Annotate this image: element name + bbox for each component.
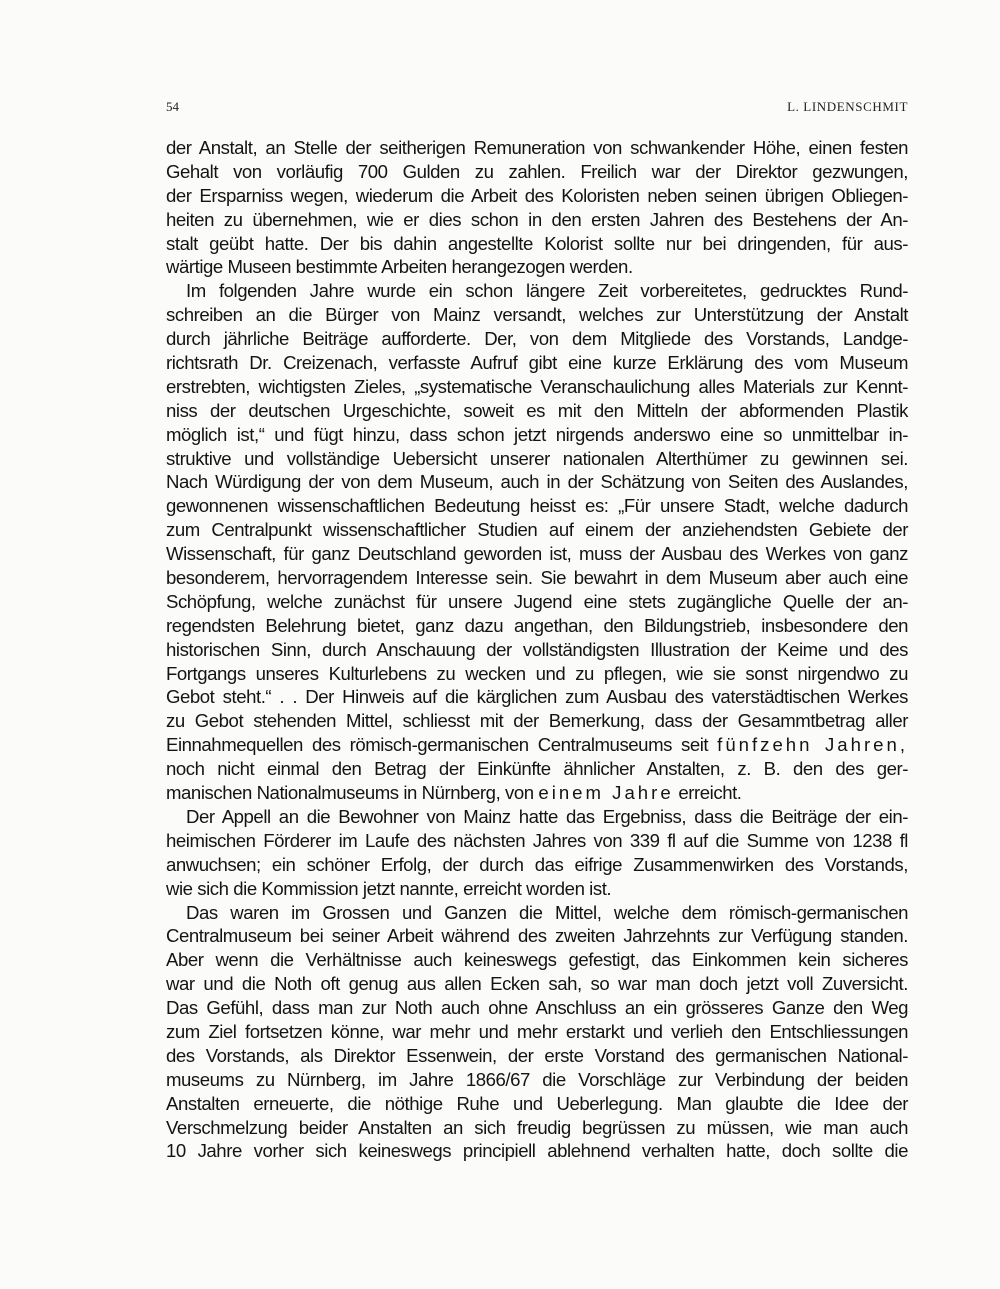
text-line: Anstalten erneuerte, die nöthige Ruhe und Ueberlegung. Man glaubte die Idee der [166,1092,908,1114]
text-line: Gebot steht.“ . . Der Hinweis auf die kärglichen zum Ausbau des vaterstädtischen Werkes [166,686,908,708]
text-line: historischen Sinn, durch Anschauung der vollständigsten Illustration der Keime und des [166,638,908,660]
text-line: der Anstalt, an Stelle der seitherigen Remuneration von schwankender Höhe, einen festen [166,137,908,158]
text-line: erstrebten, wichtigsten Zieles, „systematische Veranschaulichung alles Materials zur Kennt- [166,375,908,397]
text-line: stalt geübt hatte. Der bis dahin angestellte Kolorist sollte nur bei dringenden, für aus- [166,232,908,254]
text-line: heimischen Förderer im Laufe des nächsten Jahres von 339 fl auf die Summe von 1238 fl [166,829,908,851]
text-line: Nach Würdigung der von dem Museum, auch in der Schätzung von Seiten des Auslandes, [166,471,908,493]
paragraph-start: Im folgenden Jahre wurde ein schon längere Zeit vorbereitetes, gedrucktes Rund- [186,280,908,302]
text-line [166,781,908,805]
text-line: Gehalt von vorläufig 700 Gulden zu zahlen. Freilich war der Direktor gezwungen, [166,160,908,182]
text-line: niss der deutschen Urgeschichte, soweit es mit den Mitteln der abformenden Plastik [166,399,908,421]
text-line: museums zu Nürnberg, im Jahre 1866/67 die Vorschläge zur Verbindung der beiden [166,1068,908,1090]
text-line: Fortgangs unseres Kulturlebens zu wecken und zu pflegen, wie sie sonst nirgendwo zu [166,662,908,684]
text-line: wie sich die Kommission jetzt nannte, erreicht worden ist. [166,877,612,899]
emphasized-spaced-text: fünfzehn Jahren, [717,734,908,756]
text-line: besonderem, hervorragendem Interesse sein. Sie bewahrt in dem Museum aber auch eine [166,567,908,589]
emphasized-spaced-text: einem Jahre [538,782,674,804]
text-segment: erreicht. [673,782,742,804]
text-line: zum Ziel fortsetzen könne, war mehr und mehr erstarkt und verlieh den Entschliessungen [166,1020,908,1042]
running-head: L. LINDENSCHMIT [787,99,908,114]
text-line: schreiben an die Bürger von Mainz versandt, welches zur Unterstützung der Anstalt [166,304,908,326]
text-line: der Ersparniss wegen, wiederum die Arbeit des Koloristen neben seinen übrigen Obliegen- [166,184,908,206]
text-line: zum Centralpunkt wissenschaftlicher Studien auf einem der anziehendsten Gebiete der [166,519,908,541]
text-line: heiten zu übernehmen, wie er dies schon in den ersten Jahren des Bestehens der An- [166,208,908,230]
text-line: zu Gebot stehenden Mittel, schliesst mit der Bemerkung, dass der Gesammtbetrag aller [166,710,908,732]
text-line [166,733,908,757]
body-text [166,136,908,1163]
text-line: Wissenschaft, für ganz Deutschland geworden ist, muss der Ausbau des Werkes von ganz [166,543,908,565]
text-line: Schöpfung, welche zunächst für unsere Jugend eine stets zugängliche Quelle der an- [166,590,908,612]
text-line: 10 Jahre vorher sich keineswegs principiell ablehnend verhalten hatte, doch sollte die [166,1140,908,1162]
text-line: gewonnenen wissenschaftlichen Bedeutung heisst es: „Für unsere Stadt, welche dadurch [166,495,908,517]
text-line: Aber wenn die Verhältnisse auch keineswegs gefestigt, das Einkommen kein sicheres [166,949,908,971]
text-segment: Einnahmequellen des römisch-germanischen Centralmuseums seit [166,734,709,756]
text-line: struktive und vollständige Uebersicht unserer nationalen Alterthümer zu gewinnen sei. [166,447,908,469]
paragraph-start: Der Appell an die Bewohner von Mainz hatte das Ergebniss, dass die Beiträge der ein- [186,805,908,827]
text-line: Das Gefühl, dass man zur Noth auch ohne Anschluss an ein grösseres Ganze den Weg [166,997,908,1019]
paragraph-start: Das waren im Grossen und Ganzen die Mittel, welche dem römisch-germanischen [186,901,908,923]
text-line: wärtige Museen bestimmte Arbeiten herangezogen werden. [166,256,633,278]
text-line: durch jährliche Beiträge aufforderte. Der, von dem Mitgliede des Vorstands, Landge- [166,328,908,350]
text-line: anwuchsen; ein schöner Erfolg, der durch das eifrige Zusammenwirken des Vorstands, [166,853,908,875]
text-segment: manischen Nationalmuseums in Nürnberg, von [166,782,534,804]
text-line: Centralmuseum bei seiner Arbeit während des zweiten Jahrzehnts zur Verfügung standen. [166,925,908,947]
text-line: war und die Noth oft genug aus allen Ecken sah, so war man doch jetzt voll Zuversicht. [166,973,908,995]
page-number: 54 [166,99,179,114]
text-line: möglich ist,“ und fügt hinzu, dass schon jetzt nirgends anderswo eine so unmittelbar in- [166,423,908,445]
text-line: des Vorstands, als Direktor Essenwein, der erste Vorstand des germanischen National- [166,1044,908,1066]
text-line: noch nicht einmal den Betrag der Einkünfte ähnlicher Anstalten, z. B. den des ger- [166,758,908,780]
text-line: Verschmelzung beider Anstalten an sich freudig begrüssen zu müssen, wie man auch [166,1116,908,1138]
text-line: regendsten Belehrung bietet, ganz dazu angethan, den Bildungstrieb, insbesondere den [166,614,908,636]
text-line: richtsrath Dr. Creizenach, verfasste Aufruf gibt eine kurze Erklärung des vom Museum [166,352,908,374]
